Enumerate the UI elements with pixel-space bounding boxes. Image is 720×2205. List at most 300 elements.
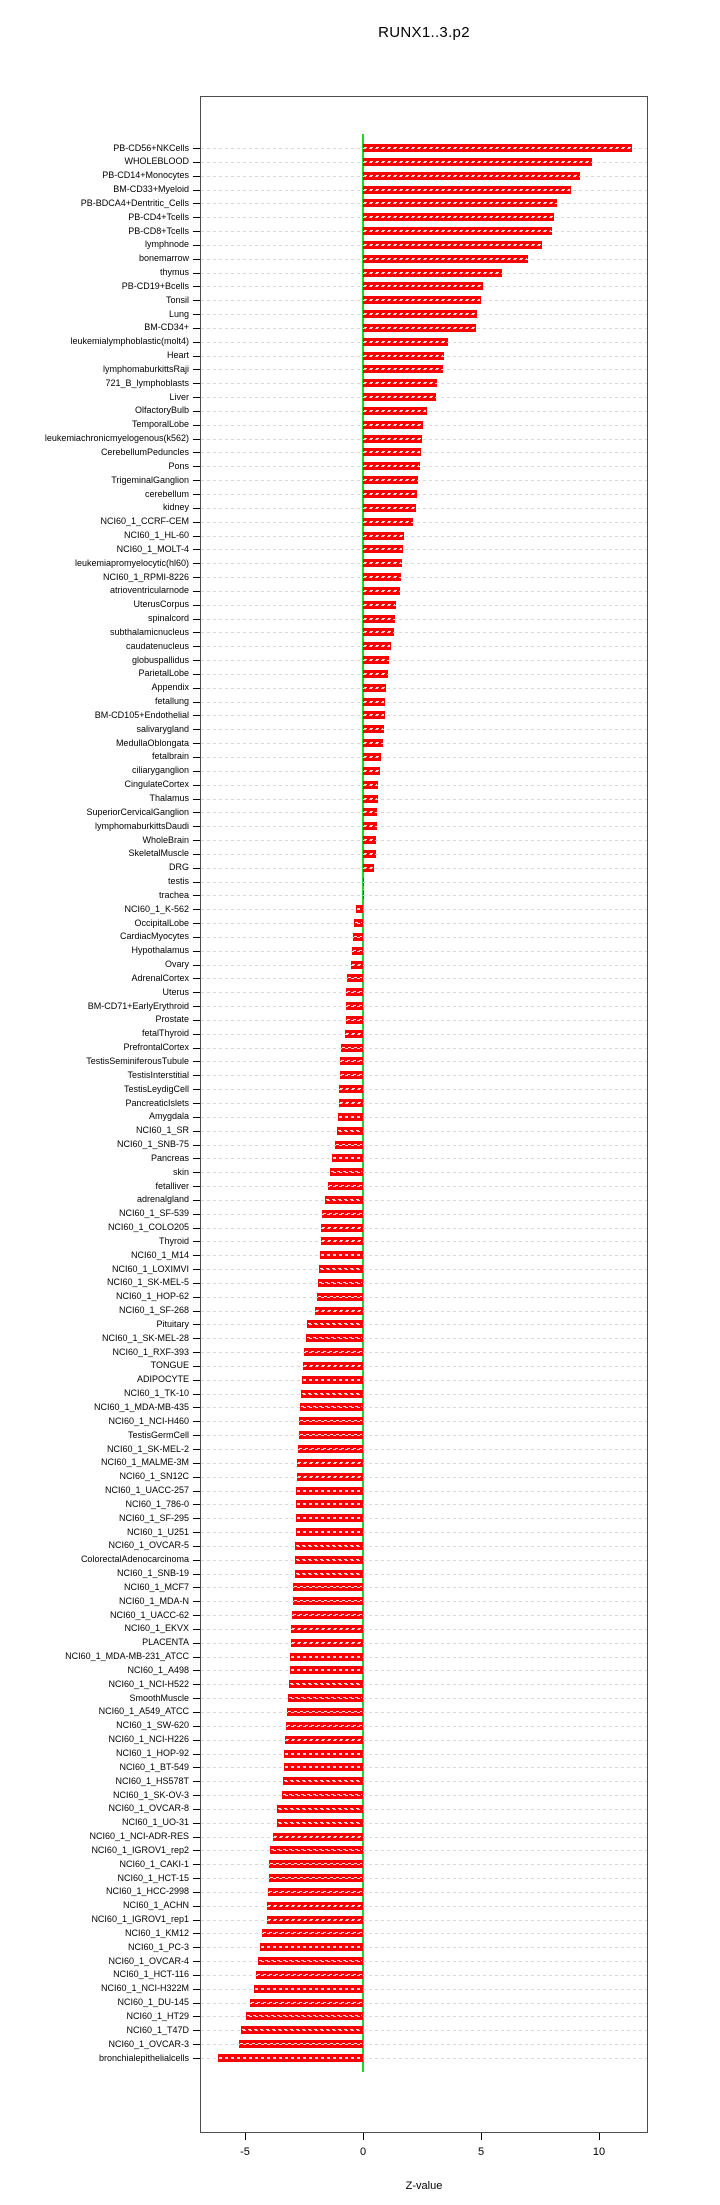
y-tick — [193, 397, 200, 398]
y-tick — [193, 452, 200, 453]
y-tick — [193, 1754, 200, 1755]
x-tick — [363, 2133, 364, 2140]
y-tick — [193, 1491, 200, 1492]
category-label: DRG — [169, 862, 189, 873]
y-tick — [193, 674, 200, 675]
grid-line — [201, 1684, 647, 1685]
y-tick — [193, 1864, 200, 1865]
category-label: 721_B_lymphoblasts — [105, 377, 189, 388]
category-label: fetalThyroid — [141, 1028, 189, 1039]
category-label: CingulateCortex — [124, 779, 189, 790]
y-tick — [193, 1117, 200, 1118]
y-tick — [193, 231, 200, 232]
grid-line — [201, 591, 647, 592]
category-label: Ovary — [164, 959, 189, 970]
y-tick — [193, 2003, 200, 2004]
y-tick — [193, 799, 200, 800]
y-tick — [193, 162, 200, 163]
category-label: WholeBrain — [142, 834, 189, 845]
y-tick — [193, 1878, 200, 1879]
y-tick — [193, 1546, 200, 1547]
x-tick-label: 0 — [359, 2146, 367, 2158]
grid-line — [201, 1961, 647, 1962]
grid-line — [201, 978, 647, 979]
grid-line — [201, 1643, 647, 1644]
grid-line — [201, 314, 647, 315]
grid-line — [201, 1283, 647, 1284]
category-label: NCI60_1_BT-549 — [119, 1761, 189, 1772]
category-label: UterusCorpus — [133, 599, 189, 610]
y-tick — [193, 1975, 200, 1976]
category-label: NCI60_1_SK-OV-3 — [112, 1789, 189, 1800]
grid-line — [201, 1781, 647, 1782]
category-label: PLACENTA — [142, 1637, 189, 1648]
y-tick — [193, 466, 200, 467]
category-label: BM-CD105+Endothelial — [94, 709, 189, 720]
category-label: NCI60_1_RXF-393 — [112, 1346, 189, 1357]
category-label: PB-CD4+Tcells — [128, 211, 189, 222]
y-tick — [193, 1920, 200, 1921]
grid-line — [201, 1892, 647, 1893]
grid-line — [201, 1809, 647, 1810]
grid-line — [201, 245, 647, 246]
grid-line — [201, 965, 647, 966]
y-tick — [193, 1906, 200, 1907]
y-tick — [193, 978, 200, 979]
category-label: ciliaryganglion — [131, 765, 189, 776]
category-label: fetalbrain — [151, 751, 189, 762]
category-label: TestisInterstitial — [127, 1069, 189, 1080]
y-tick — [193, 480, 200, 481]
category-label: kidney — [162, 502, 189, 513]
grid-line — [201, 1421, 647, 1422]
y-tick — [193, 1767, 200, 1768]
category-label: lymphnode — [144, 239, 189, 250]
category-label: testis — [167, 876, 189, 887]
y-tick — [193, 1601, 200, 1602]
grid-line — [201, 1034, 647, 1035]
y-tick — [193, 176, 200, 177]
y-tick — [193, 771, 200, 772]
category-label: bronchialepithelialcells — [98, 2052, 189, 2063]
grid-line — [201, 1767, 647, 1768]
category-label: Amygdala — [148, 1111, 189, 1122]
y-tick — [193, 286, 200, 287]
grid-line — [201, 1698, 647, 1699]
y-tick — [193, 203, 200, 204]
y-tick — [193, 923, 200, 924]
grid-line — [201, 1269, 647, 1270]
category-label: NCI60_1_NCI-ADR-RES — [89, 1831, 189, 1842]
category-label: lymphomaburkittsRaji — [102, 363, 189, 374]
y-tick — [193, 1837, 200, 1838]
grid-line — [201, 1311, 647, 1312]
y-tick — [193, 563, 200, 564]
category-label: PB-BDCA4+Dentritic_Cells — [80, 197, 189, 208]
category-label: NCI60_1_UACC-257 — [104, 1485, 189, 1496]
category-label: CardiacMyocytes — [119, 931, 189, 942]
grid-line — [201, 273, 647, 274]
y-tick — [193, 1338, 200, 1339]
y-tick — [193, 605, 200, 606]
y-tick — [193, 1463, 200, 1464]
category-label: PancreaticIslets — [125, 1097, 189, 1108]
grid-line — [201, 494, 647, 495]
category-label: SuperiorCervicalGanglion — [86, 806, 189, 817]
grid-line — [201, 895, 647, 896]
y-tick — [193, 1560, 200, 1561]
y-tick — [193, 1684, 200, 1685]
category-label: NCI60_1_LOXIMVI — [111, 1263, 189, 1274]
category-label: SmoothMuscle — [129, 1692, 189, 1703]
category-label: cerebellum — [144, 488, 189, 499]
category-label: NCI60_1_HT29 — [126, 2010, 189, 2021]
grid-line — [201, 646, 647, 647]
y-tick — [193, 148, 200, 149]
grid-line — [201, 577, 647, 578]
x-tick-label: 5 — [477, 2146, 485, 2158]
category-label: WHOLEBLOOD — [124, 156, 189, 167]
grid-line — [201, 480, 647, 481]
y-tick — [193, 522, 200, 523]
x-tick — [481, 2133, 482, 2140]
category-label: PB-CD14+Monocytes — [102, 170, 189, 181]
grid-line — [201, 785, 647, 786]
grid-line — [201, 203, 647, 204]
y-tick — [193, 536, 200, 537]
grid-line — [201, 923, 647, 924]
y-tick — [193, 1214, 200, 1215]
category-label: NCI60_1_CAKI-1 — [119, 1858, 189, 1869]
y-tick — [193, 1933, 200, 1934]
y-tick — [193, 1643, 200, 1644]
grid-line — [201, 1145, 647, 1146]
y-tick — [193, 1352, 200, 1353]
y-tick — [193, 1698, 200, 1699]
y-tick — [193, 1809, 200, 1810]
y-tick — [193, 619, 200, 620]
category-label: adrenalgland — [136, 1194, 189, 1205]
y-tick — [193, 1574, 200, 1575]
category-label: Pons — [168, 460, 189, 471]
y-tick — [193, 1103, 200, 1104]
grid-line — [201, 1324, 647, 1325]
grid-line — [201, 882, 647, 883]
y-tick — [193, 632, 200, 633]
y-tick — [193, 190, 200, 191]
category-label: skin — [172, 1166, 189, 1177]
y-tick — [193, 1615, 200, 1616]
y-tick — [193, 300, 200, 301]
category-label: NCI60_1_MDA-N — [118, 1595, 189, 1606]
grid-line — [201, 1837, 647, 1838]
grid-line — [201, 1435, 647, 1436]
chart-title: RUNX1..3.p2 — [378, 24, 470, 41]
y-tick — [193, 1366, 200, 1367]
category-label: NCI60_1_K-562 — [124, 903, 189, 914]
y-tick — [193, 785, 200, 786]
grid-line — [201, 1394, 647, 1395]
grid-line — [201, 729, 647, 730]
category-label: NCI60_1_EKVX — [124, 1623, 189, 1634]
category-label: lymphomaburkittsDaudi — [94, 820, 189, 831]
grid-line — [201, 1933, 647, 1934]
grid-line — [201, 1587, 647, 1588]
grid-line — [201, 992, 647, 993]
y-tick — [193, 868, 200, 869]
grid-line — [201, 743, 647, 744]
category-label: NCI60_1_NCI-H460 — [108, 1415, 189, 1426]
y-tick — [193, 1145, 200, 1146]
y-tick — [193, 688, 200, 689]
grid-line — [201, 190, 647, 191]
y-tick — [193, 2058, 200, 2059]
category-label: trachea — [158, 889, 189, 900]
grid-line — [201, 605, 647, 606]
category-label: ParietalLobe — [138, 668, 189, 679]
grid-line — [201, 1006, 647, 1007]
y-tick — [193, 245, 200, 246]
y-tick — [193, 1532, 200, 1533]
grid-line — [201, 1020, 647, 1021]
category-label: NCI60_1_UO-31 — [121, 1817, 189, 1828]
grid-line — [201, 1726, 647, 1727]
y-tick — [193, 1477, 200, 1478]
grid-line — [201, 1670, 647, 1671]
y-tick — [193, 840, 200, 841]
y-tick — [193, 1518, 200, 1519]
y-tick — [193, 729, 200, 730]
grid-line — [201, 1366, 647, 1367]
plot-area — [200, 96, 648, 2133]
y-tick — [193, 356, 200, 357]
y-tick — [193, 1961, 200, 1962]
category-label: NCI60_1_SK-MEL-2 — [106, 1443, 189, 1454]
grid-line — [201, 148, 647, 149]
grid-line — [201, 1601, 647, 1602]
category-label: bonemarrow — [138, 253, 189, 264]
y-tick — [193, 259, 200, 260]
y-tick — [193, 702, 200, 703]
x-tick — [245, 2133, 246, 2140]
category-label: TemporalLobe — [131, 419, 189, 430]
y-tick — [193, 1449, 200, 1450]
grid-line — [201, 1380, 647, 1381]
grid-line — [201, 799, 647, 800]
category-label: NCI60_1_T47D — [126, 2024, 189, 2035]
grid-line — [201, 1850, 647, 1851]
y-tick — [193, 1421, 200, 1422]
grid-line — [201, 1947, 647, 1948]
grid-line — [201, 1989, 647, 1990]
y-tick — [193, 826, 200, 827]
y-tick — [193, 895, 200, 896]
y-tick — [193, 1061, 200, 1062]
category-label: NCI60_1_U251 — [126, 1526, 189, 1537]
grid-line — [201, 162, 647, 163]
y-tick — [193, 1850, 200, 1851]
category-label: BM-CD34+ — [144, 322, 189, 333]
grid-line — [201, 632, 647, 633]
y-tick — [193, 1892, 200, 1893]
grid-line — [201, 1200, 647, 1201]
category-label: NCI60_1_SR — [135, 1125, 189, 1136]
y-tick — [193, 1407, 200, 1408]
category-label: NCI60_1_HL-60 — [123, 530, 189, 541]
category-label: NCI60_1_SN12C — [119, 1471, 189, 1482]
category-label: NCI60_1_HCT-15 — [117, 1872, 189, 1883]
category-label: leukemiapromyelocytic(hl60) — [74, 557, 189, 568]
category-label: NCI60_1_MDA-MB-231_ATCC — [65, 1651, 189, 1662]
category-label: NCI60_1_NCI-H522 — [108, 1678, 189, 1689]
y-tick — [193, 1712, 200, 1713]
grid-line — [201, 715, 647, 716]
grid-line — [201, 1477, 647, 1478]
category-label: NCI60_1_UACC-62 — [109, 1609, 189, 1620]
grid-line — [201, 868, 647, 869]
y-tick — [193, 439, 200, 440]
y-tick — [193, 1657, 200, 1658]
y-tick — [193, 1269, 200, 1270]
category-label: TrigeminalGanglion — [111, 474, 189, 485]
category-label: BM-CD33+Myeloid — [113, 184, 189, 195]
category-label: TestisLeydigCell — [123, 1083, 189, 1094]
grid-line — [201, 1089, 647, 1090]
grid-line — [201, 439, 647, 440]
category-label: PB-CD8+Tcells — [128, 225, 189, 236]
y-tick — [193, 1394, 200, 1395]
x-tick-label: -5 — [240, 2146, 250, 2158]
grid-line — [201, 1975, 647, 1976]
y-tick — [193, 273, 200, 274]
grid-line — [201, 2044, 647, 2045]
category-label: NCI60_1_SF-539 — [118, 1208, 189, 1219]
y-tick — [193, 342, 200, 343]
category-label: NCI60_1_SF-268 — [118, 1305, 189, 1316]
y-tick — [193, 1740, 200, 1741]
y-tick — [193, 1255, 200, 1256]
grid-line — [201, 452, 647, 453]
grid-line — [201, 1131, 647, 1132]
category-label: PB-CD19+Bcells — [121, 280, 189, 291]
grid-line — [201, 2058, 647, 2059]
category-label: CerebellumPeduncles — [100, 446, 189, 457]
y-tick — [193, 217, 200, 218]
y-tick — [193, 1629, 200, 1630]
y-tick — [193, 909, 200, 910]
category-label: NCI60_1_PC-3 — [127, 1941, 189, 1952]
y-tick — [193, 1324, 200, 1325]
y-tick — [193, 715, 200, 716]
y-tick — [193, 992, 200, 993]
y-tick — [193, 425, 200, 426]
y-tick — [193, 591, 200, 592]
y-tick — [193, 411, 200, 412]
category-label: spinalcord — [147, 613, 189, 624]
grid-line — [201, 1878, 647, 1879]
y-tick — [193, 1228, 200, 1229]
category-label: Pancreas — [150, 1152, 189, 1163]
grid-line — [201, 508, 647, 509]
x-axis-label: Z-value — [405, 2180, 443, 2192]
grid-line — [201, 217, 647, 218]
category-label: NCI60_1_HCT-116 — [113, 1969, 189, 1980]
grid-line — [201, 951, 647, 952]
grid-line — [201, 1740, 647, 1741]
category-label: NCI60_1_MDA-MB-435 — [93, 1401, 189, 1412]
category-label: NCI60_1_SF-295 — [118, 1512, 189, 1523]
grid-line — [201, 1823, 647, 1824]
grid-line — [201, 1241, 647, 1242]
grid-line — [201, 411, 647, 412]
category-label: BM-CD71+EarlyErythroid — [87, 1000, 189, 1011]
category-label: fetallung — [154, 696, 189, 707]
grid-line — [201, 176, 647, 177]
grid-line — [201, 1920, 647, 1921]
category-label: Thalamus — [149, 793, 189, 803]
category-label: NCI60_1_IGROV1_rep2 — [91, 1844, 189, 1855]
y-tick — [193, 854, 200, 855]
category-label: NCI60_1_786-0 — [125, 1498, 189, 1509]
grid-line — [201, 342, 647, 343]
grid-line — [201, 1491, 647, 1492]
grid-line — [201, 1061, 647, 1062]
y-tick — [193, 383, 200, 384]
category-label: NCI60_1_RPMI-8226 — [102, 571, 189, 582]
grid-line — [201, 522, 647, 523]
grid-line — [201, 328, 647, 329]
grid-line — [201, 2003, 647, 2004]
category-label: NCI60_1_DU-145 — [117, 1997, 189, 2008]
category-label: NCI60_1_A498 — [127, 1664, 189, 1675]
category-label: thymus — [159, 267, 189, 278]
y-tick — [193, 965, 200, 966]
grid-line — [201, 231, 647, 232]
y-tick — [193, 1006, 200, 1007]
y-tick — [193, 1186, 200, 1187]
grid-line — [201, 1574, 647, 1575]
grid-line — [201, 909, 647, 910]
y-tick — [193, 2044, 200, 2045]
category-label: NCI60_1_OVCAR-8 — [108, 1803, 189, 1814]
category-label: NCI60_1_IGROV1_rep1 — [91, 1914, 189, 1925]
y-tick — [193, 1131, 200, 1132]
y-tick — [193, 1020, 200, 1021]
y-tick — [193, 1048, 200, 1049]
grid-line — [201, 1228, 647, 1229]
y-tick — [193, 1241, 200, 1242]
grid-line — [201, 1297, 647, 1298]
grid-line — [201, 1504, 647, 1505]
category-label: NCI60_1_MOLT-4 — [116, 543, 189, 554]
category-label: leukemialymphoblastic(molt4) — [70, 336, 189, 347]
category-label: NCI60_1_SNB-19 — [116, 1568, 189, 1579]
grid-line — [201, 1795, 647, 1796]
category-label: NCI60_1_M14 — [130, 1249, 189, 1260]
category-label: TestisGermCell — [127, 1429, 189, 1440]
category-label: Hypothalamus — [131, 945, 189, 956]
y-tick — [193, 951, 200, 952]
grid-line — [201, 1103, 647, 1104]
category-label: PrefrontalCortex — [123, 1042, 189, 1053]
y-tick — [193, 314, 200, 315]
y-tick — [193, 369, 200, 370]
grid-line — [201, 1449, 647, 1450]
grid-line — [201, 1407, 647, 1408]
category-label: NCI60_1_KM12 — [124, 1927, 189, 1938]
category-label: NCI60_1_NCI-H322M — [100, 1983, 189, 1994]
category-label: MedullaOblongata — [115, 737, 189, 748]
